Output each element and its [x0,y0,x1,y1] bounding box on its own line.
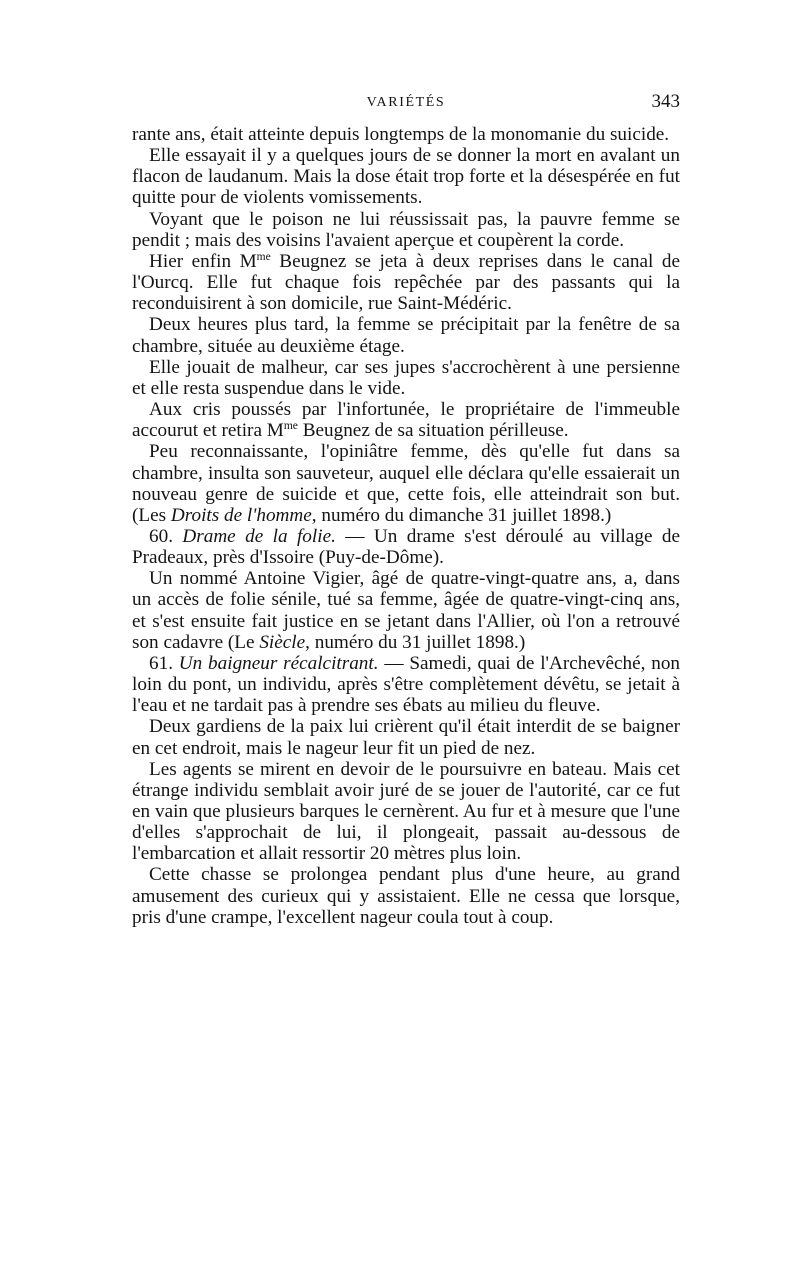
paragraph [132,864,680,927]
paragraph-text: 61. [149,652,179,674]
paragraph-text: Les agents se mirent en devoir de le poursuivre en bateau. Mais cet étrange individu semblait avoir juré de se jouer de l'autorité, car ce fut en vain que plusieurs barques le cernèrent. Au fur et à mesure que l'une d'elles s'approchait de lui, il plongeait, passait au-dessous de l'embarcation et allait ressortir 20 mètres plus loin. [132,758,680,865]
paragraph [132,314,680,356]
paragraph [132,526,680,568]
paragraph [132,759,680,865]
paragraph-text: Cette chasse se prolongea pendant plus d'une heure, au grand amusement des curieux qui y assistaient. Elle ne cessa que lorsque, pris d'une crampe, l'excellent nageur coula tout à coup. [132,864,680,928]
paragraph [132,441,680,526]
paragraph-text: Beugnez se jeta à deux reprises dans le canal de l'Ourcq. Elle fut chaque fois repêchée par des passants qui la reconduisirent à son domicile, rue Saint-Médéric. [132,250,680,315]
italic-text: Siècle [259,631,306,653]
paragraph [132,653,680,716]
paragraph-text: Elle essayait il y a quelques jours de se donner la mort en avalant un flacon de laudanum. Mais la dose était trop forte et la désespérée en fut quitte pour de violents vomissements. [132,145,680,209]
paragraph-text: rante ans, était atteinte depuis longtemps de la monomanie du suicide. [132,124,670,145]
paragraph-text: Un nommé Antoine Vigier, âgé de quatre-vingt-quatre ans, a, dans un accès de folie sénile, tué sa femme, âgée de quatre-vingt-cinq ans, et s'est ensuite fait justice en se jetant dans l'Allier, où l'on a retrouvé son cadavre (Le [132,568,680,653]
paragraph-text: — Un drame s'est déroulé au village de Pradeaux, près d'Issoire (Puy-de-Dôme). [132,525,680,569]
paragraph [132,251,680,314]
body-text [132,124,680,928]
paragraph-text: Elle jouait de malheur, car ses jupes s'accrochèrent à une persienne et elle resta suspendue dans le vide. [132,356,680,399]
paragraph-text: Deux gardiens de la paix lui crièrent qu'il était interdit de se baigner en cet endroit, mais le nageur leur fit un pied de nez. [132,716,680,759]
italic-text: Un baigneur récalcitrant. [178,652,379,674]
paragraph [132,124,680,145]
page-number: 343 [651,91,680,112]
paragraph [132,145,680,208]
paragraph [132,399,680,441]
paragraph-text: Beugnez de sa situation périlleuse. [297,420,569,442]
running-head [132,93,680,117]
paragraph-text: Hier enfin M [149,250,257,272]
paragraph [132,568,680,653]
paragraph [132,716,680,758]
paragraph-text: — Samedi, quai de l'Archevêché, non loin du pont, un individu, après s'être complètement dévêtu, se jetait à l'eau et ne tardait pas à prendre ses ébats au milieu du fleuve. [132,652,681,717]
paragraph-text: Aux cris poussés par l'infortunée, le propriétaire de l'immeuble accourut et retira M [132,399,680,442]
paragraph-text: Deux heures plus tard, la femme se précipitait par la fenêtre de sa chambre, située au deuxième étage. [132,314,680,357]
paragraph-text: Peu reconnaissante, l'opiniâtre femme, dès qu'elle fut dans sa chambre, insulta son sauveteur, auquel elle déclara qu'elle essaierait un nouveau genre de suicide et que, cette fois, elle atteindrait son but. (Les [132,441,680,526]
superscript-text: me [256,251,271,264]
paragraph-text: , numéro du 31 juillet 1898.) [305,631,526,653]
italic-text: Drame de la folie. [182,525,336,547]
paragraph [132,357,680,399]
superscript-text: me [283,420,298,433]
italic-text: Droits de l'homme [170,504,312,526]
paragraph [132,209,680,251]
paragraph-text: , numéro du dimanche 31 juillet 1898.) [311,504,612,526]
running-title: VARIÉTÉS [366,95,446,110]
paragraph-text: 60. [149,525,183,547]
paragraph-text: Voyant que le poison ne lui réussissait pas, la pauvre femme se pendit ; mais des voisins l'avaient aperçue et coupèrent la corde. [132,208,680,251]
